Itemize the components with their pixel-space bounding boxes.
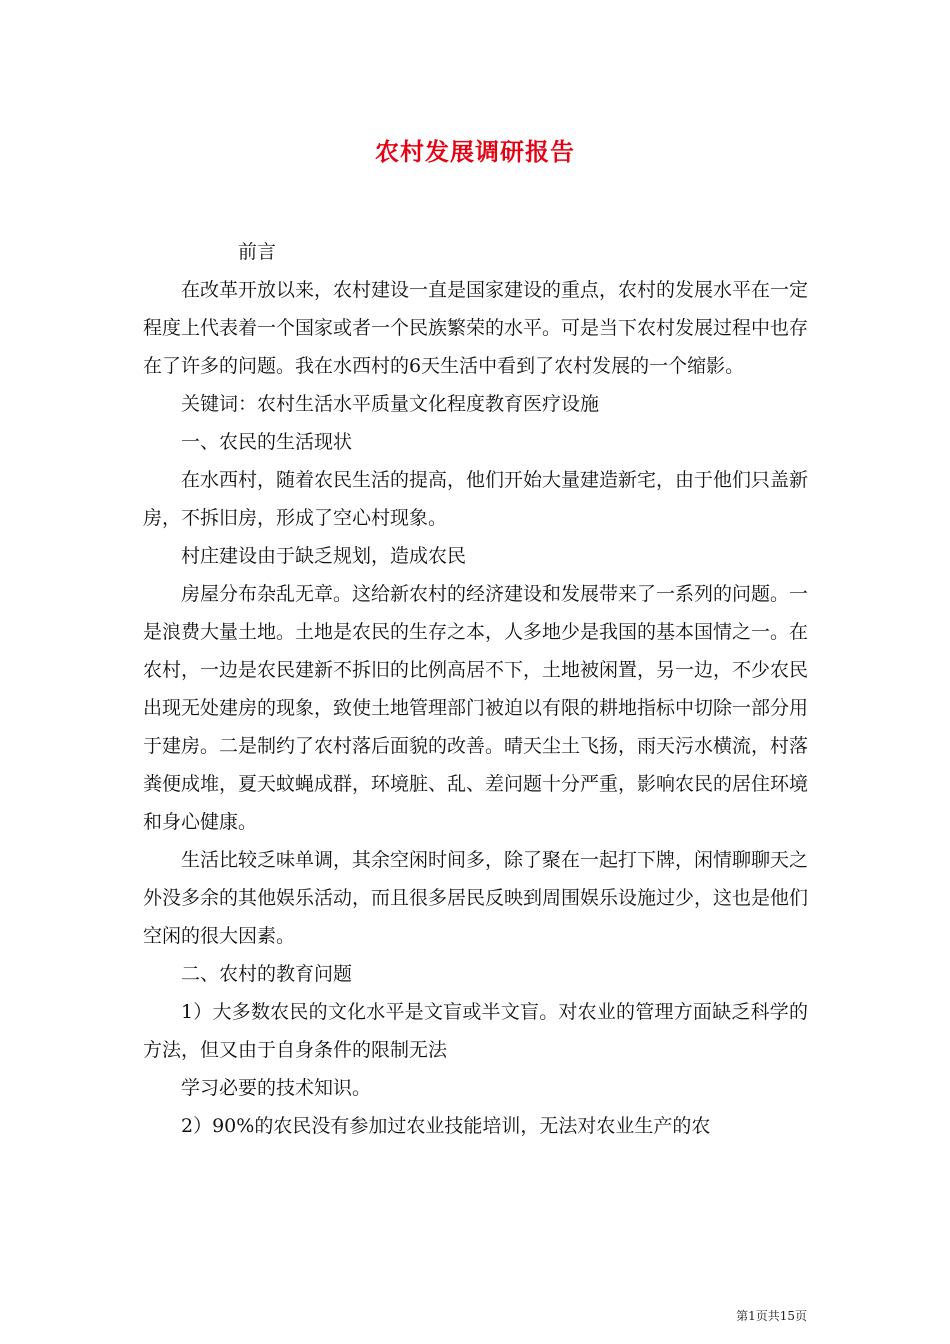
paragraph-keywords: 关键词：农村生活水平质量文化程度教育医疗设施 [181,393,600,415]
paragraph-housing-problems: 房屋分布杂乱无章。这给新农村的经济建设和发展带来了一系列的问题。一是浪费大量土地。土地是农民的生存之本，人多地少是我国的基本国情之一。在农村，一边是农民建新不拆旧的比例高居不下，土地被闲置，另一边，不少农民出现无处建房的现象，致使土地管理部门被迫以有限的耕地指标中切除一部分用于建房。二是制约了农村落后面貌的改善。晴天尘土飞扬，雨天污水横流，村落粪便成堆，夏天蚊蝇成群，环境脏、乱、差问题十分严重，影响农民的居住环境和身心健康。 [143,583,809,833]
section-heading-education: 二、农村的教育问题 [181,963,353,985]
document-body [143,233,808,1145]
paragraph-leisure: 生活比较乏味单调，其余空闲时间多，除了聚在一起打下牌，闲情聊聊天之外没多余的其他娱乐活动，而且很多居民反映到周围娱乐设施过少，这也是他们空闲的很大因素。 [143,849,809,947]
page-number: 第1页共15页 [736,1309,807,1323]
document-title: 农村发展调研报告 [375,137,575,166]
paragraph-education-1-cont: 学习必要的技术知识。 [181,1077,372,1099]
paragraph-education-1: 1）大多数农民的文化水平是文盲或半文盲。对农业的管理方面缺乏科学的方法，但又由于自身条件的限制无法 [143,1001,808,1061]
section-heading-living-status: 一、农民的生活现状 [181,431,353,453]
paragraph-education-2: 2）90%的农民没有参加过农业技能培训，无法对农业生产的农 [181,1115,711,1137]
paragraph-planning: 村庄建设由于缺乏规划，造成农民 [181,545,467,567]
paragraph-intro: 在改革开放以来，农村建设一直是国家建设的重点，农村的发展水平在一定程度上代表着一个国家或者一个民族繁荣的水平。可是当下农村发展过程中也存在了许多的问题。我在水西村的6天生活中看到了农村发展的一个缩影。 [143,279,809,377]
preface-heading: 前言 [238,241,277,263]
paragraph-hollow-village: 在水西村，随着农民生活的提高，他们开始大量建造新宅，由于他们只盖新房，不拆旧房，形成了空心村现象。 [143,469,809,529]
